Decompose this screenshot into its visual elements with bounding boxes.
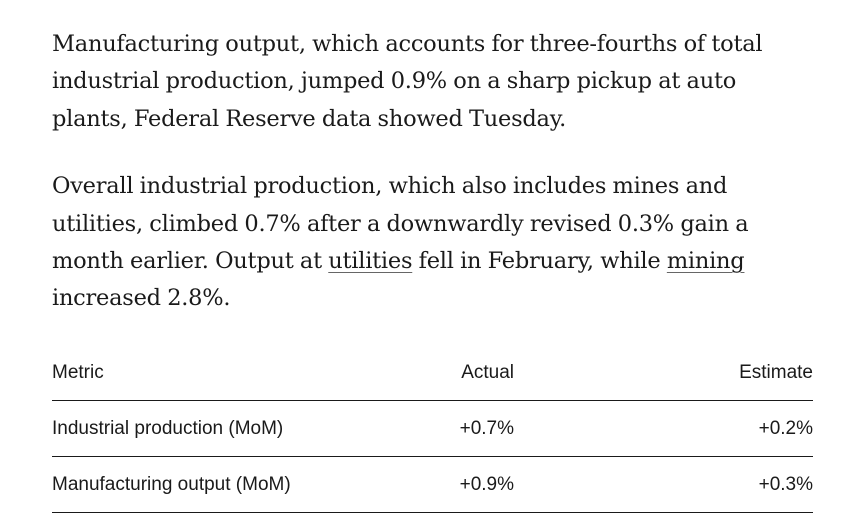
data-table <box>52 345 813 513</box>
paragraph-industrial-production <box>52 168 812 318</box>
paragraph-text: increased 2.8%. <box>52 285 231 312</box>
table-row <box>52 457 813 513</box>
row-metric: Industrial production (MoM) <box>52 417 284 439</box>
row-actual: +0.7% <box>459 417 514 439</box>
row-estimate: +0.2% <box>758 417 813 439</box>
table-header-row <box>52 345 813 401</box>
header-metric: Metric <box>52 361 104 383</box>
row-metric: Manufacturing output (MoM) <box>52 473 291 495</box>
table-row <box>52 401 813 457</box>
utilities-link[interactable]: utilities <box>328 248 413 275</box>
paragraph-text: fell in February, while <box>412 248 667 275</box>
paragraph-text: Overall industrial production, which also includes mines and utilities, climbed 0.7% after a downwardly revised 0.3% gain a month earlier. Output at <box>52 173 749 275</box>
row-actual: +0.9% <box>459 473 514 495</box>
header-estimate: Estimate <box>739 361 813 383</box>
article-body <box>52 26 812 348</box>
header-actual: Actual <box>461 361 514 383</box>
mining-link[interactable]: mining <box>666 248 745 275</box>
row-estimate: +0.3% <box>758 473 813 495</box>
paragraph-manufacturing: Manufacturing output, which accounts for three-fourths of total industrial production, jumped 0.9% on a sharp pickup at auto plants, Federal Reserve data showed Tuesday. <box>52 31 763 132</box>
